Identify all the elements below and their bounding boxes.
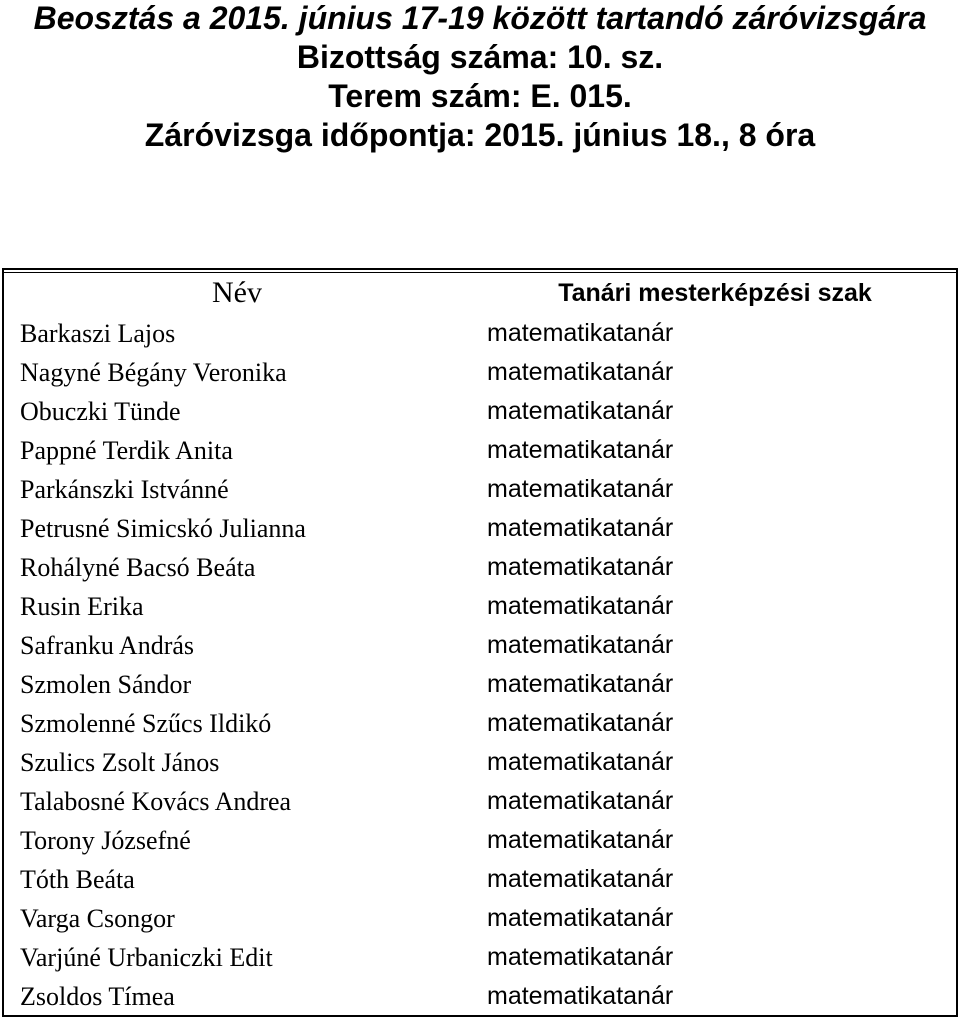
table-row (4, 938, 956, 977)
table-row (4, 626, 956, 665)
table-row (4, 509, 956, 548)
student-name: Safranku András (20, 631, 195, 660)
exam-schedule-title: Beosztás a 2015. június 17-19 között tartandó záróvizsgára (33, 0, 927, 36)
student-major: matematikatanár (487, 709, 674, 737)
student-major: matematikatanár (487, 982, 674, 1010)
student-major: matematikatanár (487, 592, 674, 620)
student-major: matematikatanár (487, 670, 674, 698)
student-name: Petrusné Simicskó Julianna (20, 514, 306, 543)
student-name: Tóth Beáta (20, 865, 135, 894)
room-number: Terem szám: E. 015. (328, 78, 632, 114)
student-name: Szulics Zsolt János (20, 748, 220, 777)
student-major: matematikatanár (487, 943, 674, 971)
student-name: Talabosné Kovács Andrea (20, 787, 292, 816)
table-row (4, 743, 956, 782)
student-major: matematikatanár (487, 826, 674, 854)
student-name: Szmolen Sándor (20, 670, 192, 699)
table-row (4, 470, 956, 509)
student-name: Varga Csongor (20, 904, 175, 933)
table-row (4, 431, 956, 470)
student-major: matematikatanár (487, 748, 674, 776)
column-header-major: Tanári mesterképzési szak (558, 279, 872, 307)
table-row (4, 587, 956, 626)
table-row (4, 353, 956, 392)
student-name: Szmolenné Szűcs Ildikó (20, 709, 272, 738)
student-major: matematikatanár (487, 904, 674, 932)
student-name: Torony Józsefné (20, 826, 191, 855)
table-row (4, 704, 956, 743)
document-header (0, 0, 960, 155)
student-name: Rusin Erika (20, 592, 144, 621)
table-row (4, 665, 956, 704)
student-table (2, 268, 958, 1017)
table-header-row (4, 273, 956, 313)
student-major: matematikatanár (487, 475, 674, 503)
table-row (4, 392, 956, 431)
table-row (4, 860, 956, 899)
student-major: matematikatanár (487, 397, 674, 425)
student-major: matematikatanár (487, 553, 674, 581)
table-row (4, 314, 956, 353)
student-major: matematikatanár (487, 787, 674, 815)
student-name: Rohályné Bacsó Beáta (20, 553, 256, 582)
committee-number: Bizottság száma: 10. sz. (296, 39, 664, 75)
student-major: matematikatanár (487, 319, 674, 347)
student-name: Parkánszki Istvánné (20, 475, 229, 504)
table-row (4, 977, 956, 1016)
table-row (4, 899, 956, 938)
table-row (4, 821, 956, 860)
table-row (4, 782, 956, 821)
table-body (4, 314, 956, 1016)
student-name: Barkaszi Lajos (20, 319, 176, 348)
column-header-name: Név (212, 276, 262, 309)
student-name: Varjúné Urbaniczki Edit (20, 943, 273, 972)
student-name: Pappné Terdik Anita (20, 436, 233, 465)
table-row (4, 548, 956, 587)
student-major: matematikatanár (487, 514, 674, 542)
student-major: matematikatanár (487, 358, 674, 386)
student-major: matematikatanár (487, 436, 674, 464)
student-name: Obuczki Tünde (20, 397, 181, 426)
student-name: Nagyné Bégány Veronika (20, 358, 287, 387)
student-name: Zsoldos Tímea (20, 982, 175, 1011)
exam-date-time: Záróvizsga időpontja: 2015. június 18., 8 óra (144, 117, 816, 153)
student-major: matematikatanár (487, 631, 674, 659)
student-major: matematikatanár (487, 865, 674, 893)
